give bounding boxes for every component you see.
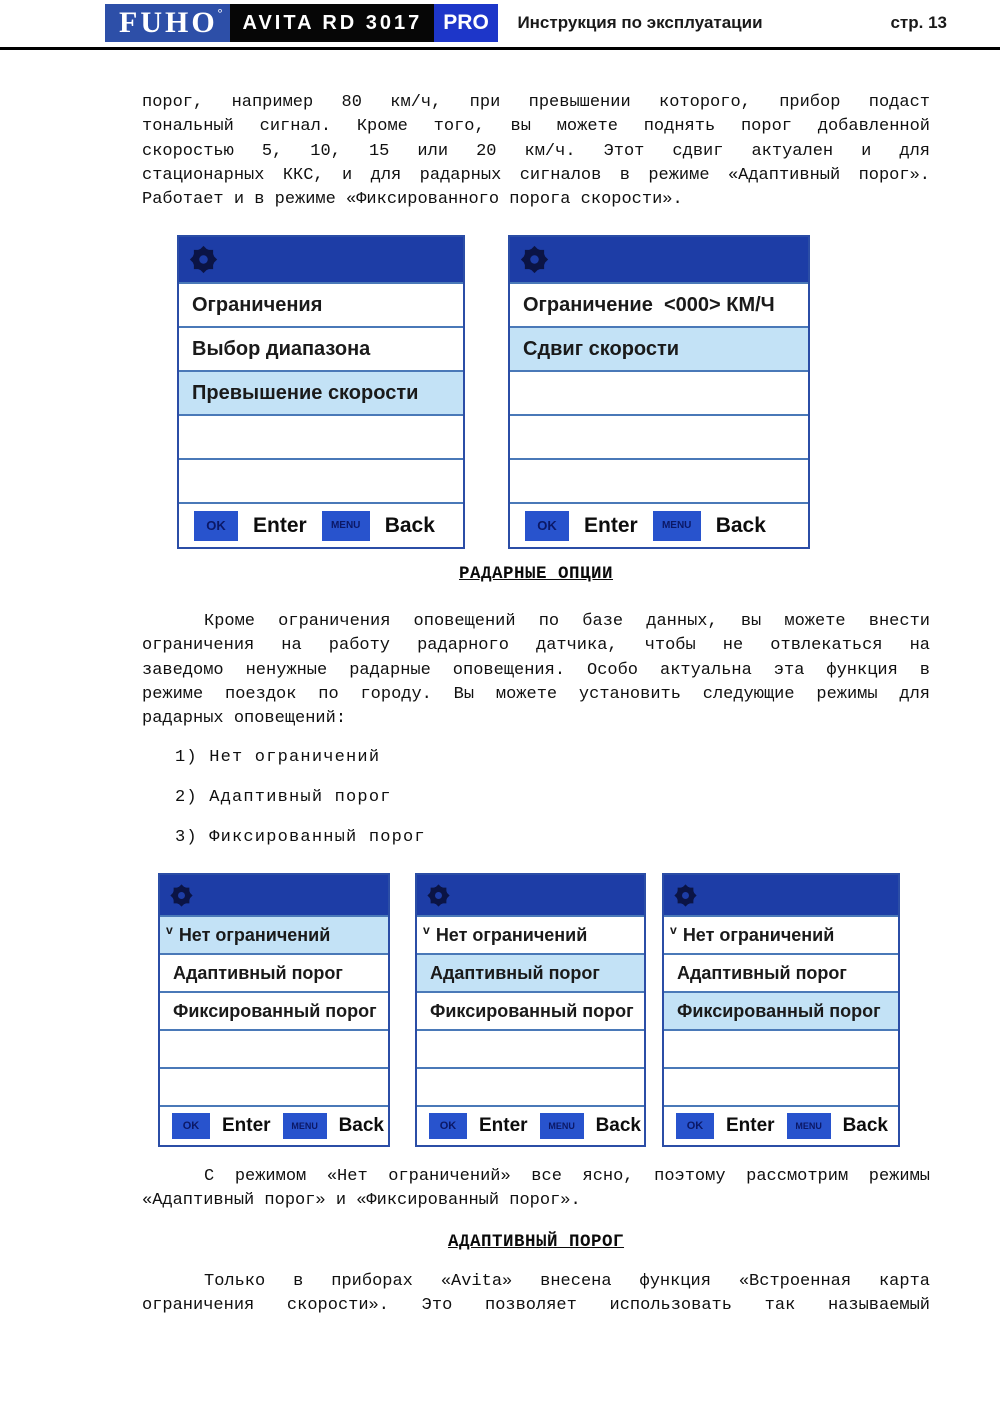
menu-item xyxy=(510,282,808,326)
menu-item-label: Адаптивный порог xyxy=(677,962,847,983)
menu-item-empty xyxy=(664,1067,898,1105)
text-line: режиме поездок по городу. Вы можете установить следующие режимы для xyxy=(142,684,930,704)
menu-title-bar xyxy=(510,237,808,282)
check-mark-icon: v xyxy=(670,923,677,937)
text-line: «Адаптивный порог» и «Фиксированный порог». xyxy=(142,1191,581,1211)
menu-title-bar xyxy=(160,875,388,915)
text-line: скоростью 5, 10, 15 или 20 км/ч. Этот сдвиг актуален и для xyxy=(142,141,930,161)
menu-item-empty xyxy=(510,370,808,414)
brand-logo xyxy=(105,4,498,42)
menu-item-label: Адаптивный порог xyxy=(430,962,600,983)
back-key-label: Back xyxy=(338,1115,384,1136)
menu-item xyxy=(179,326,463,370)
text-line: порог, например 80 км/ч, при превышении которого, прибор подаст xyxy=(142,93,930,112)
text-line: заведомо ненужные радарные оповещения. Особо актуальна эта функция в xyxy=(142,660,930,680)
menu-item xyxy=(179,370,463,414)
menu-item xyxy=(160,991,388,1029)
menu-slot-speed-limit xyxy=(508,235,810,549)
text-line: тональный сигнал. Кроме того, вы можете поднять порог добавленной xyxy=(142,117,930,137)
pro-badge: PRO xyxy=(434,4,498,42)
device-menu-settings xyxy=(177,235,465,549)
menu-item xyxy=(664,915,898,953)
menu-slot-mode-adaptive xyxy=(415,873,646,1147)
menu-item xyxy=(160,953,388,991)
ok-key-button: OK xyxy=(676,1113,714,1139)
list-item: 3) Фиксированный порог xyxy=(175,828,426,847)
gear-icon xyxy=(672,882,699,909)
section-heading-adaptive: АДАПТИВНЫЙ ПОРОГ xyxy=(447,1232,625,1252)
menu-title-bar xyxy=(179,237,463,282)
back-key-label: Back xyxy=(384,513,435,537)
menu-item-empty xyxy=(179,458,463,502)
menu-item-label: Нет ограничений xyxy=(435,924,588,945)
ok-key-button: OK xyxy=(525,511,569,541)
menu-footer xyxy=(160,1105,388,1145)
menu-footer xyxy=(510,502,808,547)
section-heading-radar-options: РАДАРНЫЕ ОПЦИИ xyxy=(458,564,614,584)
menu-item xyxy=(510,326,808,370)
enter-key-label: Enter xyxy=(479,1115,528,1136)
menu-item-label: Адаптивный порог xyxy=(173,962,343,983)
text-line: радарных оповещений: xyxy=(142,709,347,729)
list-item: 1) Нет ограничений xyxy=(175,748,381,767)
gear-icon xyxy=(187,243,220,276)
menu-item-empty xyxy=(179,414,463,458)
menu-item-label: Фиксированный порог xyxy=(677,1000,881,1021)
document-title: Инструкция по эксплуатации xyxy=(517,13,763,32)
menu-item xyxy=(160,915,388,953)
text-line: Только в приборах «Avita» внесена функция «Встроенная карта xyxy=(204,1272,930,1291)
device-menu-radar-mode-adaptive xyxy=(415,873,646,1147)
menu-key-button: MENU xyxy=(322,511,370,541)
menu-item-empty xyxy=(417,1067,644,1105)
menu-key-button: MENU xyxy=(653,511,701,541)
menu-title-bar xyxy=(417,875,644,915)
menu-key-button: MENU xyxy=(540,1113,584,1139)
menu-key-button: MENU xyxy=(787,1113,831,1139)
menu-item-label: Фиксированный порог xyxy=(430,1000,634,1021)
menu-item-label: Ограничение <000> КМ/Ч xyxy=(523,293,775,316)
menu-item-label: Выбор диапазона xyxy=(192,337,371,360)
menu-item xyxy=(664,991,898,1029)
back-key-label: Back xyxy=(715,513,766,537)
menu-item-label: Фиксированный порог xyxy=(173,1000,377,1021)
menu-footer xyxy=(179,502,463,547)
menu-item-label: Нет ограничений xyxy=(682,924,835,945)
text-line: ограничения на работу радарного датчика, чтобы не отвлекаться на xyxy=(142,636,930,656)
model-logo-text: AVITA RD 3017 xyxy=(230,4,434,42)
menu-item-empty xyxy=(510,458,808,502)
paragraph-modes-summary xyxy=(142,1165,930,1214)
text-line: ограничения скорости». Это позволяет использовать так называемый xyxy=(142,1296,930,1316)
check-mark-icon: v xyxy=(166,923,173,937)
fuho-logo-text: FUHO xyxy=(119,6,218,39)
menu-item-empty xyxy=(664,1029,898,1067)
menu-item xyxy=(417,953,644,991)
list-item: 2) Адаптивный порог xyxy=(175,788,392,807)
text-line: стационарных ККС, и для радарных сигналов в режиме «Адаптивный порог». xyxy=(142,165,930,185)
enter-key-label: Enter xyxy=(222,1115,271,1136)
gear-icon xyxy=(518,243,551,276)
menu-key-button: MENU xyxy=(283,1113,327,1139)
menu-slot-mode-fixed xyxy=(662,873,900,1147)
ok-key-button: OK xyxy=(172,1113,210,1139)
check-mark-icon: v xyxy=(423,923,430,937)
gear-icon xyxy=(425,882,452,909)
menu-item-label: Ограничения xyxy=(192,293,323,316)
text-line: С режимом «Нет ограничений» все ясно, поэтому рассмотрим режимы xyxy=(204,1167,930,1186)
menu-item xyxy=(664,953,898,991)
text-line: Кроме ограничения оповещений по базе данных, вы можете внести xyxy=(204,612,930,631)
menu-item-label: Превышение скорости xyxy=(192,381,419,404)
page-header xyxy=(0,0,1000,50)
fuho-logo xyxy=(105,4,230,42)
device-menu-radar-mode-none xyxy=(158,873,390,1147)
menu-item xyxy=(417,915,644,953)
back-key-label: Back xyxy=(842,1115,888,1136)
paragraph-speed-threshold xyxy=(142,91,930,212)
enter-key-label: Enter xyxy=(584,513,638,537)
gear-icon xyxy=(168,882,195,909)
back-key-label: Back xyxy=(595,1115,641,1136)
paragraph-adaptive-intro xyxy=(142,1270,930,1319)
menu-slot-settings xyxy=(177,235,465,549)
menu-item xyxy=(179,282,463,326)
ok-key-button: OK xyxy=(429,1113,467,1139)
menu-footer xyxy=(417,1105,644,1145)
menu-item-empty xyxy=(417,1029,644,1067)
menu-title-bar xyxy=(664,875,898,915)
menu-item-empty xyxy=(160,1029,388,1067)
enter-key-label: Enter xyxy=(253,513,307,537)
device-menu-speed-limit xyxy=(508,235,810,549)
menu-footer xyxy=(664,1105,898,1145)
radar-modes-list xyxy=(175,748,426,868)
menu-item-label: Сдвиг скорости xyxy=(523,337,680,360)
menu-item-empty xyxy=(510,414,808,458)
text-line: Работает и в режиме «Фиксированного порога скорости». xyxy=(142,190,683,210)
menu-item-empty xyxy=(160,1067,388,1105)
menu-slot-mode-none xyxy=(158,873,390,1147)
enter-key-label: Enter xyxy=(726,1115,775,1136)
page-number: стр. 13 xyxy=(890,13,947,32)
menu-item xyxy=(417,991,644,1029)
paragraph-radar-options xyxy=(142,610,930,731)
degree-mark: ° xyxy=(217,5,223,20)
device-menu-radar-mode-fixed xyxy=(662,873,900,1147)
menu-item-label: Нет ограничений xyxy=(178,924,331,945)
ok-key-button: OK xyxy=(194,511,238,541)
